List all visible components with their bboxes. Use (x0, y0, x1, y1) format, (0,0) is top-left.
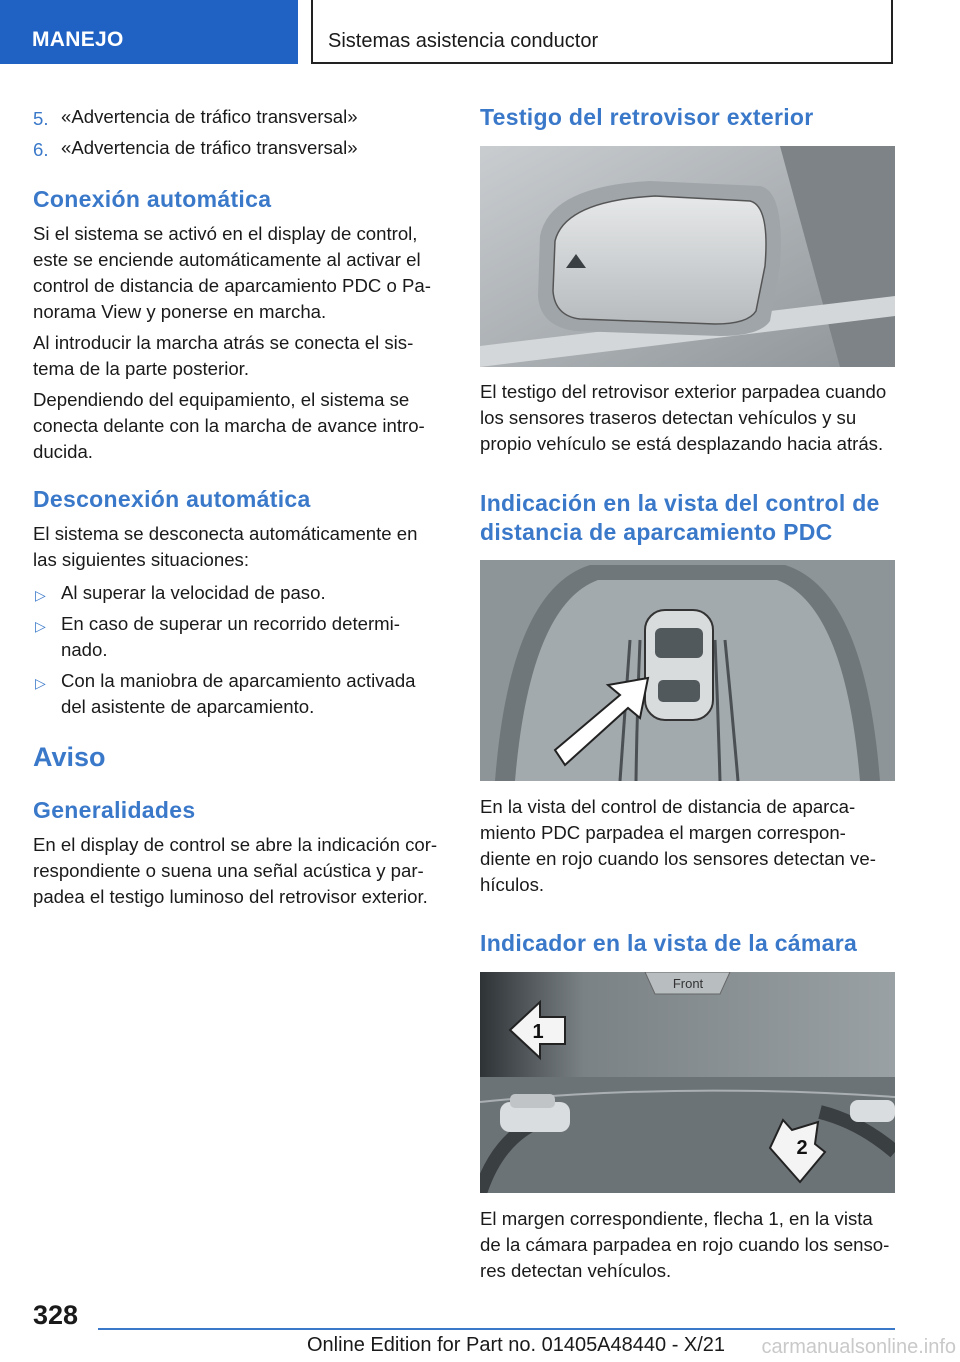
text-line: norama View y ponerse en marcha. (33, 301, 327, 322)
bullet-triangle-icon: ▷ (35, 618, 46, 634)
heading-pdc-line1: Indicación en la vista del control de (480, 490, 880, 516)
edition-text: Online Edition for Part no. 01405A48440 - X/21 (307, 1334, 726, 1356)
bullet-text: del asistente de aparcamiento. (61, 696, 315, 717)
text-line: En el display de control se abre la indicación cor- (33, 834, 438, 855)
text-line: hículos. (480, 874, 545, 895)
text-line: En la vista del control de distancia de aparca- (480, 796, 856, 817)
text-line: de la cámara parpadea en rojo cuando los senso- (480, 1234, 890, 1255)
heading-testigo: Testigo del retrovisor exterior (480, 104, 814, 130)
list-item-text: «Advertencia de tráfico transversal» (61, 106, 358, 127)
heading-camara: Indicador en la vista de la cámara (480, 930, 858, 956)
chapter-title: Sistemas asistencia conductor (328, 30, 599, 52)
arrow-2-label: 2 (796, 1137, 808, 1159)
text-line: este se enciende automáticamente al activar el (33, 249, 421, 270)
text-line: res detectan vehículos. (480, 1260, 672, 1281)
text-line: respondiente o suena una señal acústica y par- (33, 860, 424, 881)
text-line: miento PDC parpadea el margen correspon- (480, 822, 846, 843)
heading-generalidades: Generalidades (33, 797, 196, 823)
text-line: propio vehículo se está desplazando hacia atrás. (480, 433, 884, 454)
heading-conexion: Conexión automática (33, 186, 272, 212)
footer-rule (98, 1328, 895, 1330)
text-line: padea el testigo luminoso del retrovisor exterior. (33, 886, 428, 907)
text-line: El testigo del retrovisor exterior parpadea cuando (480, 381, 887, 402)
list-number: 6. (33, 139, 49, 160)
text-line: diente en rojo cuando los sensores detectan ve- (480, 848, 876, 869)
text-line: conecta delante con la marcha de avance intro- (33, 415, 425, 436)
front-label: Front (672, 976, 704, 991)
heading-desconexion: Desconexión automática (33, 486, 311, 512)
watermark: carmanualsonline.info (761, 1336, 956, 1358)
bullet-triangle-icon: ▷ (35, 587, 46, 603)
bullet-triangle-icon: ▷ (35, 675, 46, 691)
text-line: El margen correspondiente, flecha 1, en la vista (480, 1208, 873, 1229)
list-number: 5. (33, 108, 49, 129)
list-item-text: «Advertencia de tráfico transversal» (61, 137, 358, 158)
text-line: ducida. (33, 441, 93, 462)
bullet-text: Al superar la velocidad de paso. (61, 582, 326, 603)
text-line: Al introducir la marcha atrás se conecta el sis- (33, 332, 414, 353)
arrow-1-label: 1 (532, 1021, 544, 1043)
bullet-text: Con la maniobra de aparcamiento activada (61, 670, 416, 691)
text-line: control de distancia de aparcamiento PDC o Pa- (33, 275, 431, 296)
page-number: 328 (33, 1300, 79, 1330)
pdc-view-image (480, 560, 895, 781)
camera-view-image (480, 972, 895, 1193)
chapter-title-box (311, 0, 893, 64)
bullet-text: En caso de superar un recorrido determi- (61, 613, 400, 634)
text-line: los sensores traseros detectan vehículos y su (480, 407, 857, 428)
text-line: El sistema se desconecta automáticamente en (33, 523, 418, 544)
text-line: Si el sistema se activó en el display de control, (33, 223, 418, 244)
text-line: tema de la parte posterior. (33, 358, 250, 379)
section-tab[interactable] (0, 0, 298, 64)
heading-aviso: Aviso (33, 742, 106, 772)
bullet-text: nado. (61, 639, 108, 660)
heading-pdc-line2: distancia de aparcamiento PDC (480, 519, 833, 545)
mirror-image (480, 146, 895, 367)
section-label: MANEJO (32, 28, 124, 51)
text-line: Dependiendo del equipamiento, el sistema se (33, 389, 410, 410)
text-line: las siguientes situaciones: (33, 549, 250, 570)
